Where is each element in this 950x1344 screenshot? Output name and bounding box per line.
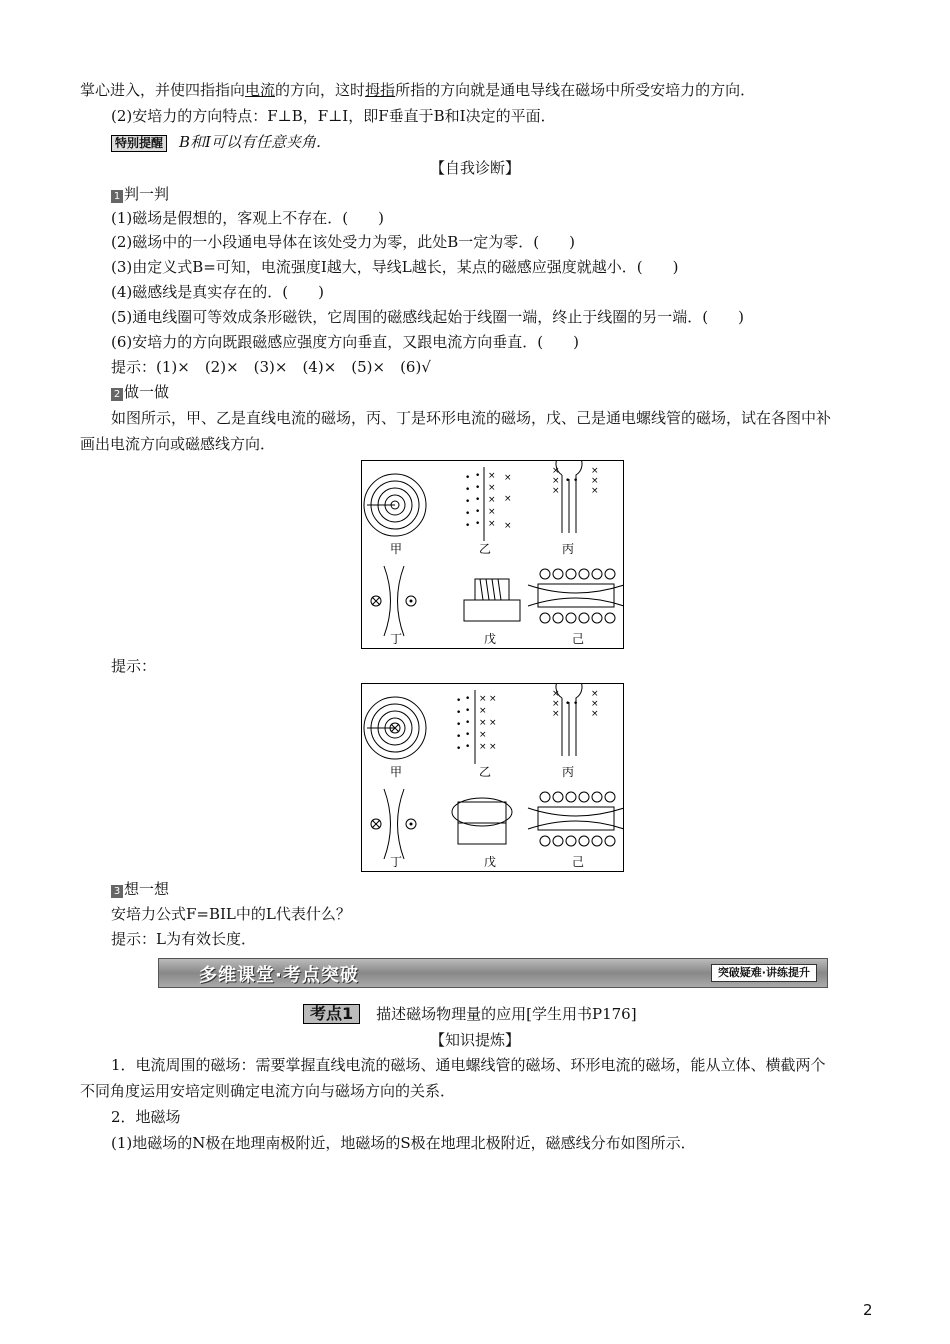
paragraph: 不同角度运用安培定则确定电流方向与磁场方向的关系．: [80, 1082, 456, 1100]
svg-text:•: •: [456, 732, 462, 742]
svg-text:×: ×: [488, 495, 496, 505]
svg-text:•: •: [465, 509, 471, 519]
svg-text:×: ×: [552, 689, 560, 699]
figure-label: 戊: [484, 632, 497, 646]
svg-text:×: ×: [552, 476, 560, 486]
paragraph: 画出电流方向或磁感线方向．: [80, 435, 276, 453]
svg-text:×: ×: [479, 706, 487, 716]
figure-label: 乙: [479, 542, 492, 556]
hint: 提示：(1)× (2)× (3)× (4)× (5)× (6)√: [111, 358, 431, 376]
question: (4)磁感线是真实存在的．( ): [111, 283, 324, 301]
figure-label: 乙: [479, 765, 492, 779]
special-note: 特别提醒 B和I可以有任意夹角．: [111, 132, 331, 152]
kaodian-badge: 考点1: [303, 1004, 360, 1024]
svg-text:×: ×: [591, 689, 599, 699]
paragraph: 2．地磁场: [111, 1108, 181, 1126]
svg-text:•: •: [475, 495, 481, 505]
svg-text:×: ×: [552, 709, 560, 719]
svg-text:•: •: [573, 699, 579, 709]
svg-text:×: ×: [488, 519, 496, 529]
svg-text:×: ×: [479, 730, 487, 740]
section-heading: 【知识提炼】: [429, 1031, 520, 1049]
figure-label: 丙: [562, 542, 575, 556]
svg-text:×: ×: [489, 742, 497, 752]
question: (5)通电线圈可等效成条形磁铁，它周围的磁感线起始于线圈一端，终止于线圈的另一端．( ): [111, 308, 744, 326]
subsection: 1 判一判: [111, 184, 169, 204]
svg-text:•: •: [465, 485, 471, 495]
svg-text:×: ×: [591, 709, 599, 719]
subsection: 3 想一想: [111, 879, 169, 899]
svg-text:×: ×: [488, 483, 496, 493]
figure-label: 甲: [390, 542, 403, 556]
svg-text:•: •: [465, 473, 471, 483]
paragraph: 1．电流周围的磁场：需要掌握直线电流的磁场、通电螺线管的磁场、环形电流的磁场，能从立体、横截两个: [111, 1056, 826, 1074]
paragraph: 如图所示，甲、乙是直线电流的磁场，丙、丁是环形电流的磁场，戊、己是通电螺线管的磁场，试在各图中补: [111, 409, 832, 427]
hint: 提示：: [111, 657, 157, 675]
svg-text:•: •: [465, 497, 471, 507]
text-line: 掌心进入，并使四指指向电流的方向，这时拇指所指的方向就是通电导线在磁场中所受安培力的方向．: [80, 81, 756, 99]
svg-text:•: •: [475, 483, 481, 493]
svg-text:•: •: [465, 694, 471, 704]
figure-label: 己: [572, 632, 585, 646]
text-line: (2)安培力的方向特点：F⊥B，F⊥I，即F垂直于B和I决定的平面．: [111, 107, 556, 125]
svg-text:×: ×: [479, 694, 487, 704]
svg-text:×: ×: [488, 507, 496, 517]
svg-text:•: •: [573, 476, 579, 486]
svg-text:•: •: [465, 730, 471, 740]
kaodian-heading: 考点1 描述磁场物理量的应用[学生用书P176]: [303, 1004, 637, 1024]
svg-text:×: ×: [591, 699, 599, 709]
svg-text:×: ×: [552, 486, 560, 496]
figure-label: 丁: [390, 855, 403, 869]
svg-text:•: •: [565, 699, 571, 709]
svg-text:×: ×: [489, 694, 497, 704]
svg-text:×: ×: [552, 699, 560, 709]
svg-text:•: •: [475, 507, 481, 517]
page-number: 2: [863, 1301, 873, 1319]
svg-text:×: ×: [479, 742, 487, 752]
svg-text:•: •: [465, 521, 471, 531]
svg-text:•: •: [475, 471, 481, 481]
section-banner: [158, 958, 828, 988]
svg-text:×: ×: [504, 521, 512, 531]
figure-label: 丁: [390, 632, 403, 646]
banner-subtitle: 突破疑难·讲练提升: [711, 964, 817, 982]
question: (1)磁场是假想的，客观上不存在．( ): [111, 209, 384, 227]
subsection: 2 做一做: [111, 382, 169, 402]
svg-text:×: ×: [504, 473, 512, 483]
svg-text:•: •: [565, 476, 571, 486]
paragraph: (1)地磁场的N极在地理南极附近，地磁场的S极在地理北极附近，磁感线分布如图所示．: [111, 1134, 696, 1152]
svg-text:×: ×: [489, 718, 497, 728]
figure-label: 戊: [484, 855, 497, 869]
svg-text:•: •: [456, 744, 462, 754]
magnetic-field-answer-figure: [361, 683, 624, 872]
question: (6)安培力的方向既跟磁感应强度方向垂直，又跟电流方向垂直．( ): [111, 333, 579, 351]
magnetic-field-figure: [361, 460, 624, 649]
svg-text:×: ×: [488, 471, 496, 481]
figure-label: 丙: [562, 765, 575, 779]
svg-text:•: •: [465, 718, 471, 728]
banner-title: 多维课堂·考点突破: [199, 965, 359, 986]
svg-text:•: •: [465, 706, 471, 716]
section-heading: 【自我诊断】: [429, 159, 520, 177]
svg-text:×: ×: [552, 466, 560, 476]
question: (2)磁场中的一小段通电导体在该处受力为零，此处B一定为零．( ): [111, 233, 575, 251]
svg-text:•: •: [465, 742, 471, 752]
svg-text:•: •: [456, 696, 462, 706]
figure-label: 己: [572, 855, 585, 869]
svg-text:×: ×: [479, 718, 487, 728]
svg-text:×: ×: [591, 476, 599, 486]
svg-text:×: ×: [591, 466, 599, 476]
question: 安培力公式F=BIL中的L代表什么？: [111, 905, 351, 923]
question: (3)由定义式B=可知，电流强度I越大，导线L越长，某点的磁感应强度就越小．( ): [111, 258, 679, 276]
note-tag: 特别提醒: [111, 135, 167, 152]
figure-label: 甲: [390, 765, 403, 779]
svg-text:•: •: [475, 519, 481, 529]
hint: 提示：L为有效长度．: [111, 930, 256, 948]
svg-text:•: •: [456, 708, 462, 718]
svg-text:•: •: [456, 720, 462, 730]
svg-text:×: ×: [504, 494, 512, 504]
svg-text:×: ×: [591, 486, 599, 496]
